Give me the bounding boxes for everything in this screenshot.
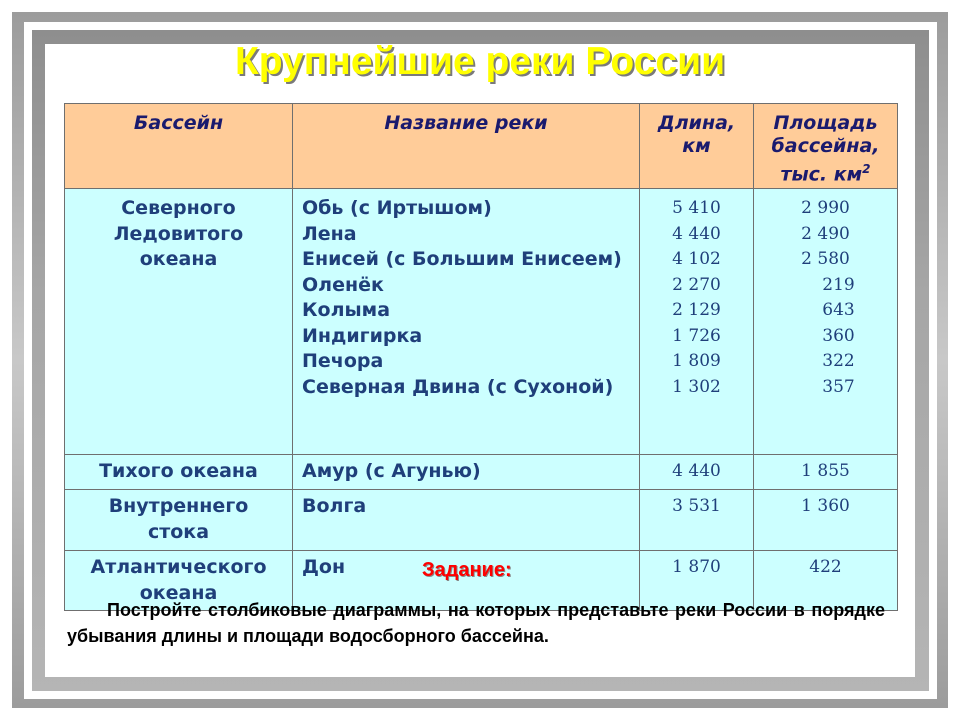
area-cell: 2 990 2 490 2 580 219 643 360 322 357 bbox=[754, 189, 898, 455]
slide-title: Крупнейшие реки России bbox=[234, 40, 726, 83]
basin-cell: Атлантического океана bbox=[65, 551, 293, 611]
river-list-cell: Дон bbox=[293, 551, 640, 611]
header-river: Название реки bbox=[293, 104, 640, 189]
header-area: Площадь бассейна, тыс. $км^2$ bbox=[754, 104, 898, 189]
table-row bbox=[65, 490, 898, 551]
area-cell: 1 360 bbox=[754, 490, 898, 551]
table-row bbox=[65, 189, 898, 455]
header-length: Длина, км bbox=[640, 104, 754, 189]
table-row bbox=[65, 455, 898, 490]
basin-cell: Внутреннего стока bbox=[65, 490, 293, 551]
river-list-cell: Обь (с Иртышом) Лена Енисей (с Большим Енисеем) Оленёк Колыма Индигирка Печора Северная Двина (с Сухоной) bbox=[293, 189, 640, 455]
river-list-cell: Волга bbox=[293, 490, 640, 551]
task-label: Задание: bbox=[422, 559, 512, 581]
basin-cell: Северного Ледовитого океана bbox=[65, 189, 293, 455]
rivers-table bbox=[64, 103, 898, 611]
river-list-cell: Амур (с Агунью) bbox=[293, 455, 640, 490]
table-header-row bbox=[65, 104, 898, 189]
task-text: Постройте столбиковые диаграммы, на которых представьте реки России в порядке убывания длины и площади водосборного бассейна. bbox=[67, 600, 885, 646]
length-cell: 3 531 bbox=[640, 490, 754, 551]
length-cell: 1 870 bbox=[640, 551, 754, 611]
length-cell: 5 410 4 440 4 102 2 270 2 129 1 726 1 809 1 302 bbox=[640, 189, 754, 455]
basin-cell: Тихого океана bbox=[65, 455, 293, 490]
area-cell: 422 bbox=[754, 551, 898, 611]
length-cell: 4 440 bbox=[640, 455, 754, 490]
header-basin: Бассейн bbox=[65, 104, 293, 189]
area-cell: 1 855 bbox=[754, 455, 898, 490]
